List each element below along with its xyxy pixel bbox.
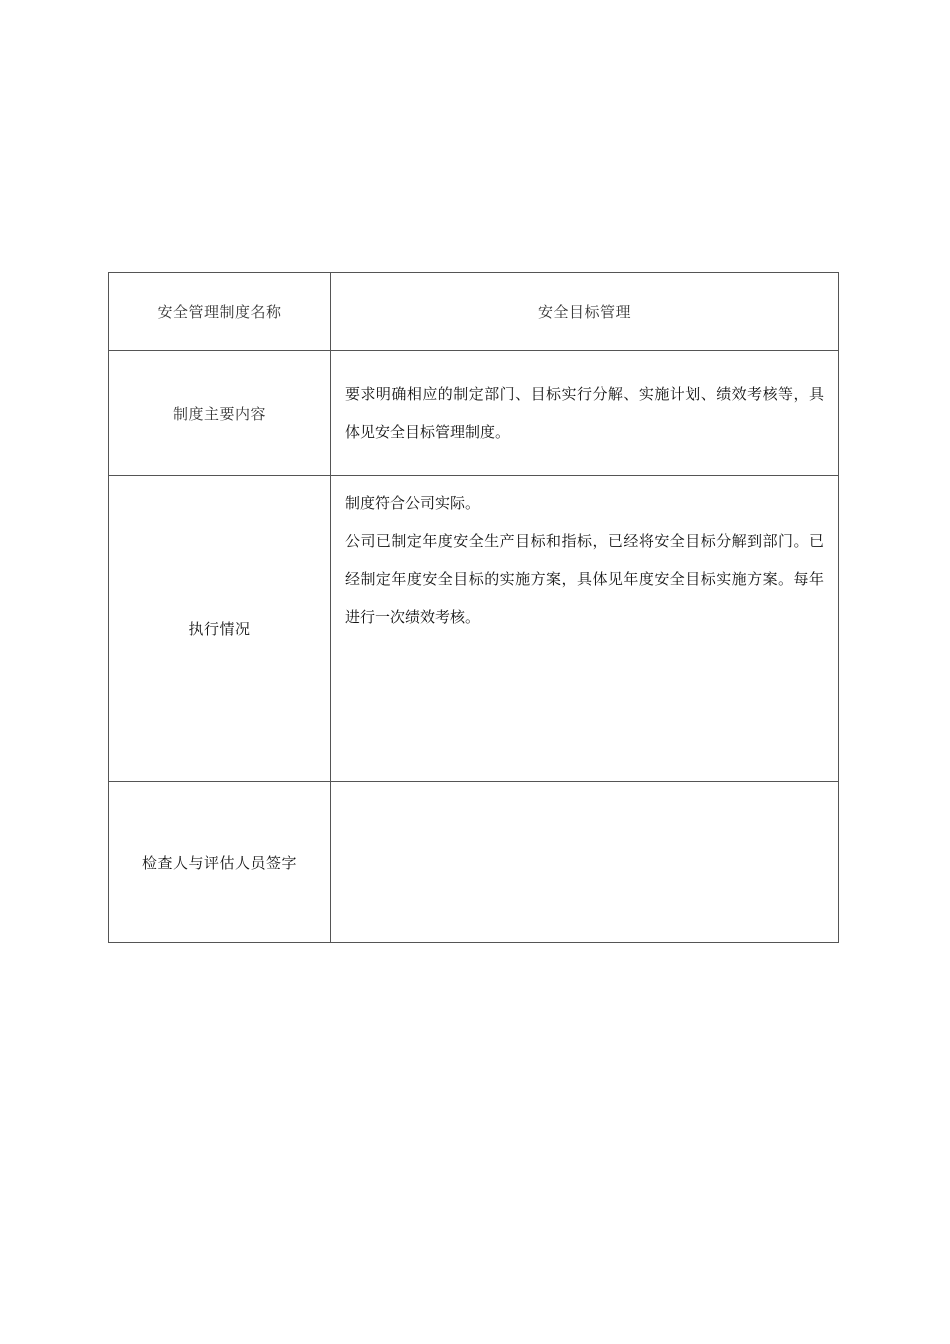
- table-row-signature: [109, 782, 839, 943]
- execution-paragraph: 公司已制定年度安全生产目标和指标，已经将安全目标分解到部门。已经制定年度安全目标的实施方案，具体见年度安全目标实施方案。每年进行一次绩效考核。: [345, 532, 824, 626]
- execution-paragraph: 制度符合公司实际。: [345, 494, 481, 512]
- table-row-regulation-name: [109, 273, 839, 351]
- main-content-value: 要求明确相应的制定部门、目标实行分解、实施计划、绩效考核等，具体见安全目标管理制度。: [331, 351, 839, 476]
- regulation-name-value: 安全目标管理: [331, 273, 839, 351]
- table-row-main-content: [109, 351, 839, 476]
- regulation-name-label: 安全管理制度名称: [109, 273, 331, 351]
- signature-label: 检查人与评估人员签字: [109, 782, 331, 943]
- main-content-label: 制度主要内容: [109, 351, 331, 476]
- safety-management-table: [108, 272, 839, 943]
- signature-field[interactable]: [331, 782, 839, 943]
- table-row-execution: [109, 476, 839, 782]
- execution-label: 执行情况: [109, 476, 331, 782]
- execution-value: [331, 476, 839, 782]
